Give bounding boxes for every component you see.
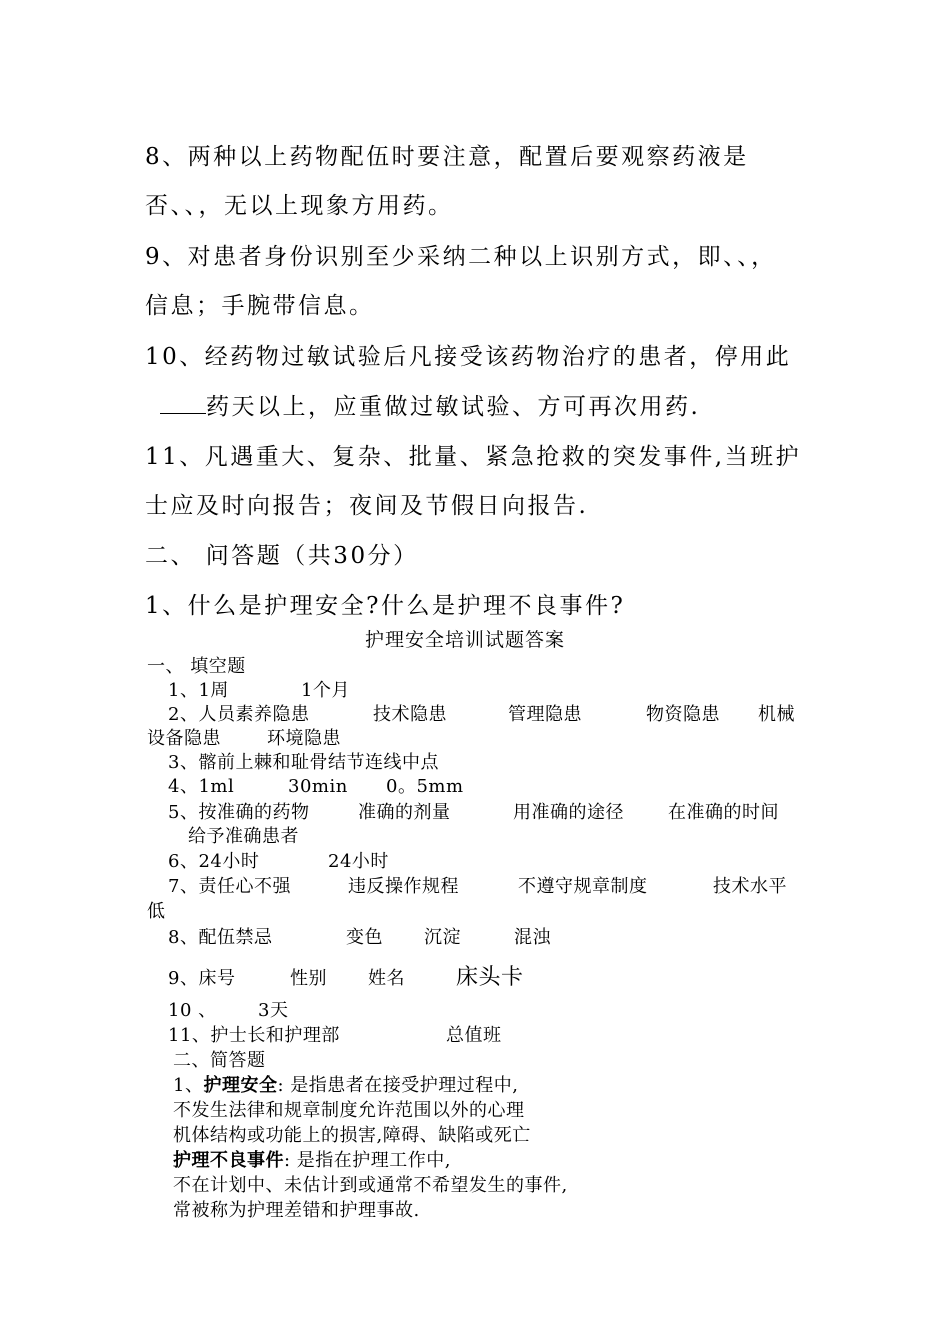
short-answer-2-line-2: 不在计划中、未估计到或通常不希望发生的事件, [173, 1175, 568, 1196]
short-answer-1-line-1: 1、护理安全: 是指患者在接受护理过程中, [173, 1075, 519, 1096]
question-11-line-1: 11、凡遇重大、复杂、批量、紧急抢救的突发事件,当班护 [145, 444, 802, 470]
short-answer-2-line-3: 常被称为护理差错和护理事故. [173, 1200, 420, 1221]
answer-2: 2、人员素养隐患 技术隐患 管理隐患 物资隐患 机械 [168, 704, 795, 725]
answer-5-continued: 给予准确患者 [188, 826, 299, 847]
section-2-heading: 二、 问答题（共30分） [145, 543, 419, 569]
question-8-line-2: 否、、，无以上现象方用药。 [145, 193, 454, 219]
answer-9: 9、床号 性别 姓名 床头卡 [168, 965, 524, 990]
question-10-line-1: 10、经药物过敏试验后凡接受该药物治疗的患者，停用此 [145, 344, 792, 370]
question-9-line-1: 9、对患者身份识别至少采纳二种以上识别方式，即、、， [145, 244, 777, 270]
essay-question-1: 1、什么是护理安全?什么是护理不良事件? [145, 593, 626, 619]
answer-3: 3、髂前上棘和耻骨结节连线中点 [168, 752, 439, 773]
answers-section-1-heading: 一、 填空题 [147, 656, 246, 677]
answer-7-continued: 低 [147, 901, 166, 922]
answer-1: 1、1周 1个月 [168, 680, 350, 701]
answer-10: 10 、 3天 [168, 1000, 289, 1021]
question-10-line-2: 药天以上，应重做过敏试验、方可再次用药. [160, 388, 825, 421]
term-nursing-safety: 护理安全 [203, 1075, 278, 1096]
question-9-line-2: 信息；手腕带信息。 [145, 293, 375, 319]
short-answer-1-line-2: 不发生法律和规章制度允许范围以外的心理 [173, 1100, 525, 1121]
term-adverse-event: 护理不良事件 [173, 1150, 284, 1171]
question-8-line-1: 8、两种以上药物配伍时要注意，配置后要观察药液是 [145, 144, 749, 170]
question-11-line-2: 士应及时向报告；夜间及节假日向报告. [145, 493, 589, 519]
answers-title: 护理安全培训试题答案 [365, 629, 566, 651]
answer-4: 4、1ml 30min 0。5mm [168, 776, 464, 797]
answer-8: 8、配伍禁忌 变色 沉淀 混浊 [168, 927, 551, 948]
short-answer-1-line-3: 机体结构或功能上的损害,障碍、缺陷或死亡 [173, 1125, 531, 1146]
answer-7: 7、责任心不强 违反操作规程 不遵守规章制度 技术水平 [168, 876, 787, 897]
answer-6: 6、24小时 24小时 [168, 851, 389, 872]
answer-5: 5、按准确的药物 准确的剂量 用准确的途径 在准确的时间 [168, 802, 779, 823]
answer-2-continued: 设备隐患 环境隐患 [147, 728, 341, 749]
short-answer-2-line-1: 护理不良事件: 是指在护理工作中, [173, 1150, 452, 1171]
answers-section-2-heading: 二、简答题 [173, 1050, 266, 1071]
answer-11: 11、护士长和护理部 总值班 [168, 1025, 502, 1046]
answer-blank [160, 393, 206, 414]
